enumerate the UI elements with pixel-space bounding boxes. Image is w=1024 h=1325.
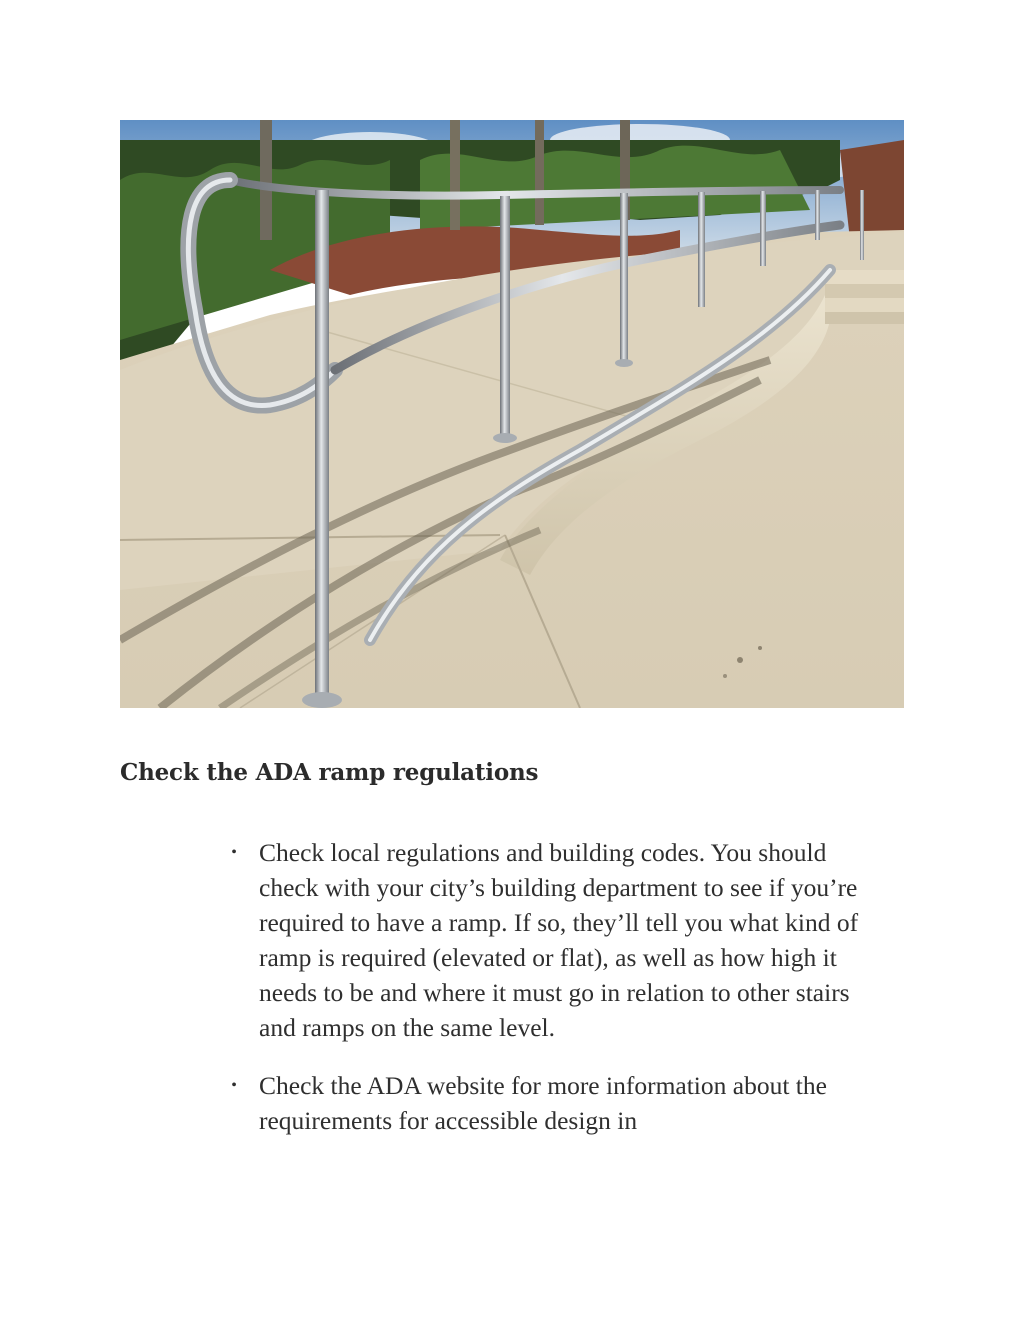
list-item [231, 835, 919, 1045]
bullet-icon: • [231, 1077, 237, 1094]
list-item [231, 1068, 919, 1138]
bullet-icon: • [231, 844, 237, 861]
list-item-line: needs to be and where it must go in relation to other stairs [259, 978, 850, 1007]
list-item-line: ramp is required (elevated or flat), as well as how high it [259, 943, 837, 972]
list-item-line: check with your city’s building department to see if you’re [259, 873, 858, 902]
list-item-line: required to have a ramp. If so, they’ll tell you what kind of [259, 908, 859, 937]
bullet-list [231, 835, 919, 1161]
section-heading: Check the ADA ramp regulations [120, 759, 539, 786]
list-item-line: requirements for accessible design in [259, 1106, 638, 1135]
ramp-handrail-photo [120, 120, 904, 708]
list-item-line: and ramps on the same level. [259, 1013, 555, 1042]
list-item-line: Check local regulations and building codes. You should [259, 838, 827, 867]
list-item-line: Check the ADA website for more information about the [259, 1071, 827, 1100]
